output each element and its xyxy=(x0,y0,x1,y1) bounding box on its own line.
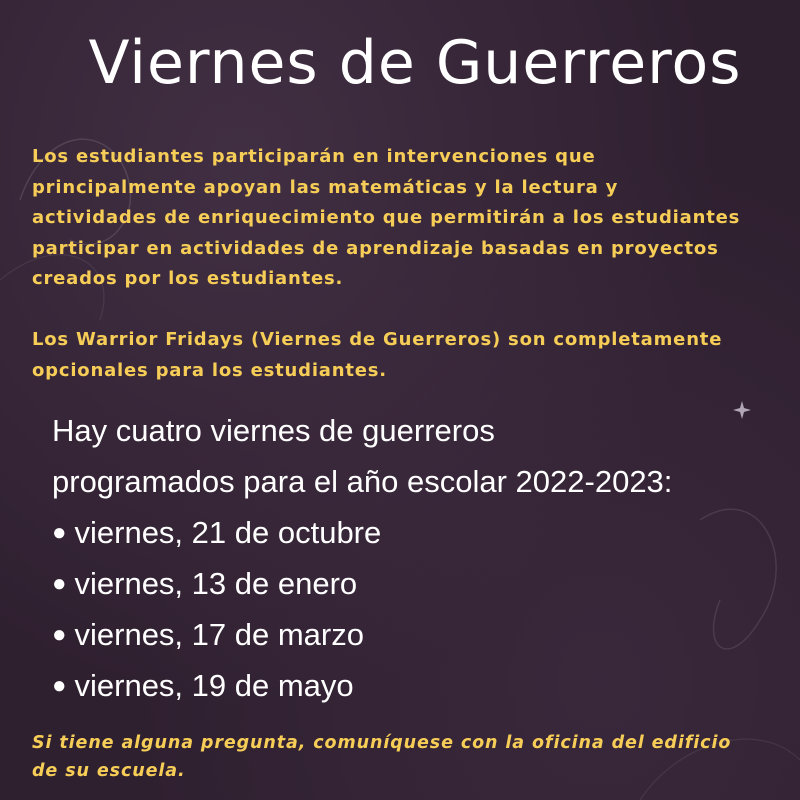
schedule-heading-line: programados para el año escolar 2022-2023: xyxy=(52,464,673,499)
optional-line: opcionales para los estudiantes. xyxy=(32,359,387,381)
bullet-dot-icon: ● xyxy=(52,519,67,546)
bullet-dot-icon: ● xyxy=(52,672,67,699)
intro-paragraph xyxy=(32,142,792,295)
bullet-dot-icon: ● xyxy=(52,621,67,648)
date-label: viernes, 13 de enero xyxy=(74,566,358,601)
date-list-item xyxy=(52,507,792,558)
intro-line: participar en actividades de aprendizaje basadas en proyectos xyxy=(32,237,719,259)
contact-note-line: de su escuela. xyxy=(32,761,186,781)
date-list-item xyxy=(52,660,792,711)
optional-line: Los Warrior Fridays (Viernes de Guerreros) son completamente xyxy=(32,329,723,350)
date-label: viernes, 17 de marzo xyxy=(74,617,364,652)
intro-line: Los estudiantes participarán en intervenciones que xyxy=(32,146,596,167)
optional-paragraph xyxy=(32,325,792,386)
bullet-dot-icon: ● xyxy=(52,570,67,597)
intro-line: principalmente apoyan las matemáticas y la lectura y xyxy=(32,176,619,198)
date-list-item xyxy=(52,558,792,609)
schedule-heading-line: Hay cuatro viernes de guerreros xyxy=(52,413,495,448)
contact-note xyxy=(32,729,782,785)
date-list-item xyxy=(52,609,792,660)
date-list xyxy=(52,507,792,711)
page-title: Viernes de Guerreros xyxy=(88,28,742,98)
date-label: viernes, 19 de mayo xyxy=(74,668,354,703)
intro-line: actividades de enriquecimiento que permitirán a los estudiantes xyxy=(32,207,741,228)
contact-note-line: Si tiene alguna pregunta, comuníquese con la oficina del edificio xyxy=(32,733,732,753)
schedule-section xyxy=(52,405,792,711)
date-label: viernes, 21 de octubre xyxy=(74,515,382,550)
intro-line: creados por los estudiantes. xyxy=(32,268,344,289)
